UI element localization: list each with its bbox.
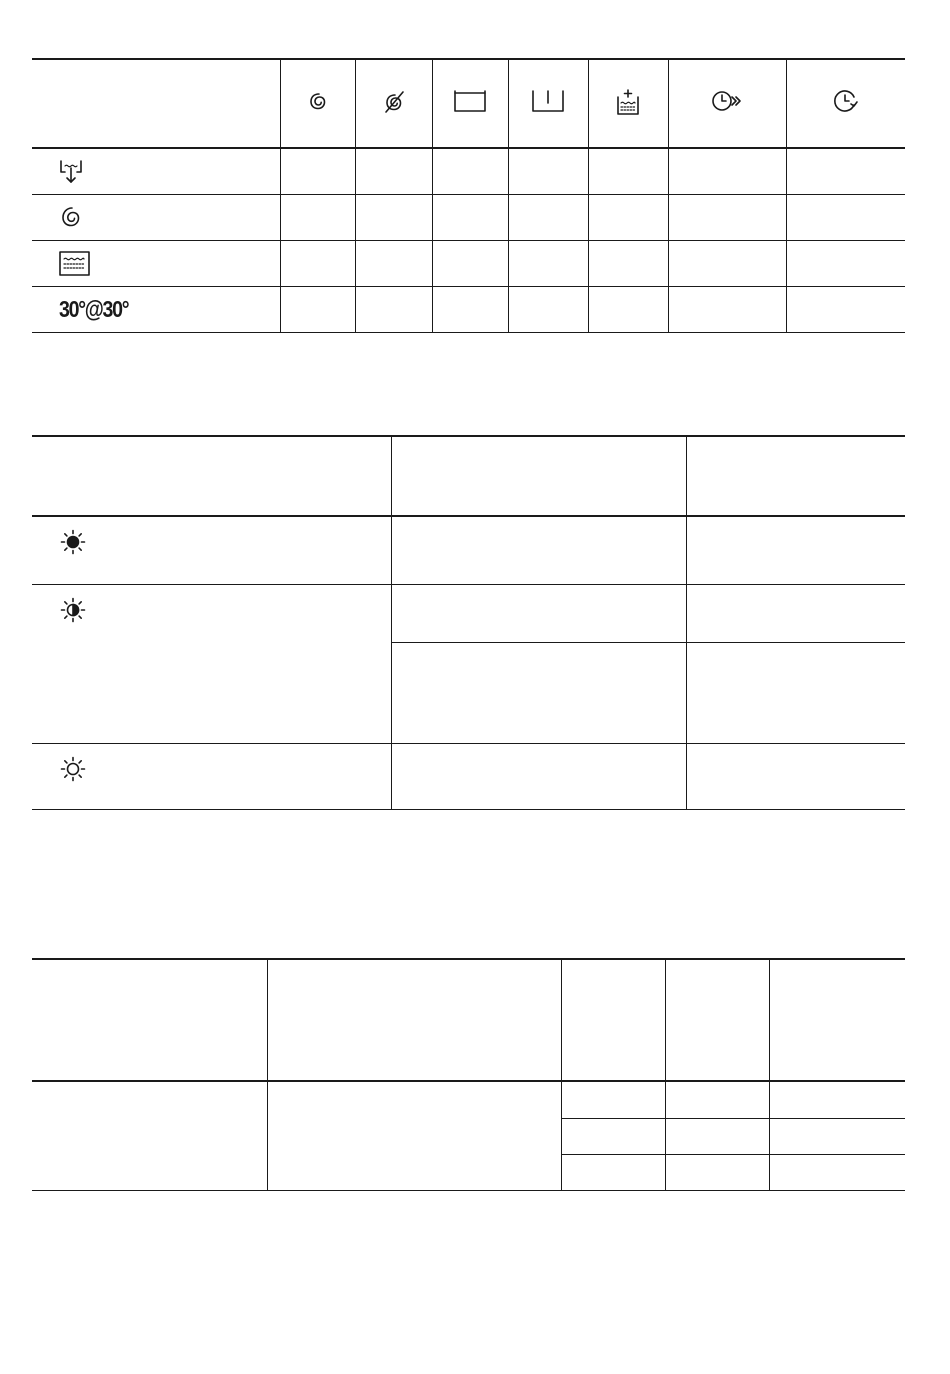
table-cell [280,148,355,195]
header-cell [280,59,355,148]
table-header-row [32,436,905,516]
sun-full-icon [60,529,86,555]
table-cell [668,148,786,195]
spin-icon [305,88,331,114]
sun-empty-icon [60,756,86,782]
delay-end-icon [832,88,860,114]
table-cell [786,241,905,287]
table-cell [432,195,508,241]
header-cell [508,59,588,148]
temp-30-30-label: 30°@30° [59,296,129,322]
no-spin-icon [380,88,408,116]
row-label-cell [32,743,391,809]
table-row [32,195,905,241]
table-cell [280,195,355,241]
table-cell [280,241,355,287]
table-cell [786,287,905,333]
table-cell [588,241,668,287]
table-cell [588,287,668,333]
header-cell [391,436,686,516]
table-cell [391,743,686,809]
table-cell [355,287,432,333]
table-cell [508,287,588,333]
table-cell [769,1154,905,1190]
drain-icon [531,88,565,114]
table-cell [686,743,905,809]
row-label-cell [32,287,280,333]
header-cell [561,959,665,1081]
table-cell [769,1081,905,1118]
table-cell [391,584,686,642]
table-header-row [32,959,905,1081]
extra-rinse-icon [615,88,641,116]
table-cell [355,148,432,195]
table-cell [668,241,786,287]
table-cell [786,195,905,241]
header-cell [588,59,668,148]
table-cell [355,241,432,287]
row-label-cell [32,516,391,584]
table-cell [769,1118,905,1154]
header-cell [786,59,905,148]
header-cell [267,959,561,1081]
header-cell [665,959,769,1081]
table-cell [355,195,432,241]
table-cell [280,287,355,333]
table-cell [668,195,786,241]
table-cell [508,195,588,241]
programme-option-table [32,58,905,333]
rinse-icon [58,250,92,278]
table-cell [561,1154,665,1190]
table-cell [665,1081,769,1118]
table-row [32,241,905,287]
table-row [32,516,905,584]
table-row [32,584,905,642]
table-cell [588,195,668,241]
header-cell [432,59,508,148]
table-cell [665,1118,769,1154]
consumption-table [32,958,905,1191]
rinse-hold-icon [453,88,487,114]
header-cell [769,959,905,1081]
row-label-cell [32,148,280,195]
table-cell [561,1118,665,1154]
table-row [32,287,905,333]
table-cell [391,642,686,743]
table-cell [32,1081,267,1190]
drain-spin-icon [58,158,84,186]
time-saving-icon [710,88,744,114]
header-cell [32,436,391,516]
row-label-cell [32,195,280,241]
table-header-row [32,59,905,148]
table-row [32,1081,905,1118]
header-cell [32,959,267,1081]
table-cell [508,241,588,287]
table-cell [508,148,588,195]
table-cell [432,287,508,333]
header-cell [686,436,905,516]
table-cell [786,148,905,195]
table-row [32,148,905,195]
temperature-table [32,435,905,810]
table-cell [267,1081,561,1190]
header-empty-cell [32,59,280,148]
row-label-cell [32,584,391,743]
header-cell [668,59,786,148]
sun-half-icon [60,597,86,623]
table-cell [588,148,668,195]
table-cell [686,516,905,584]
header-cell [355,59,432,148]
table-cell [668,287,786,333]
table-cell [432,148,508,195]
table-cell [432,241,508,287]
table-cell [391,516,686,584]
table-cell [561,1081,665,1118]
row-label-cell [32,241,280,287]
table-cell [686,584,905,642]
spin-icon [58,204,84,230]
table-cell [686,642,905,743]
table-row [32,743,905,809]
table-cell [665,1154,769,1190]
